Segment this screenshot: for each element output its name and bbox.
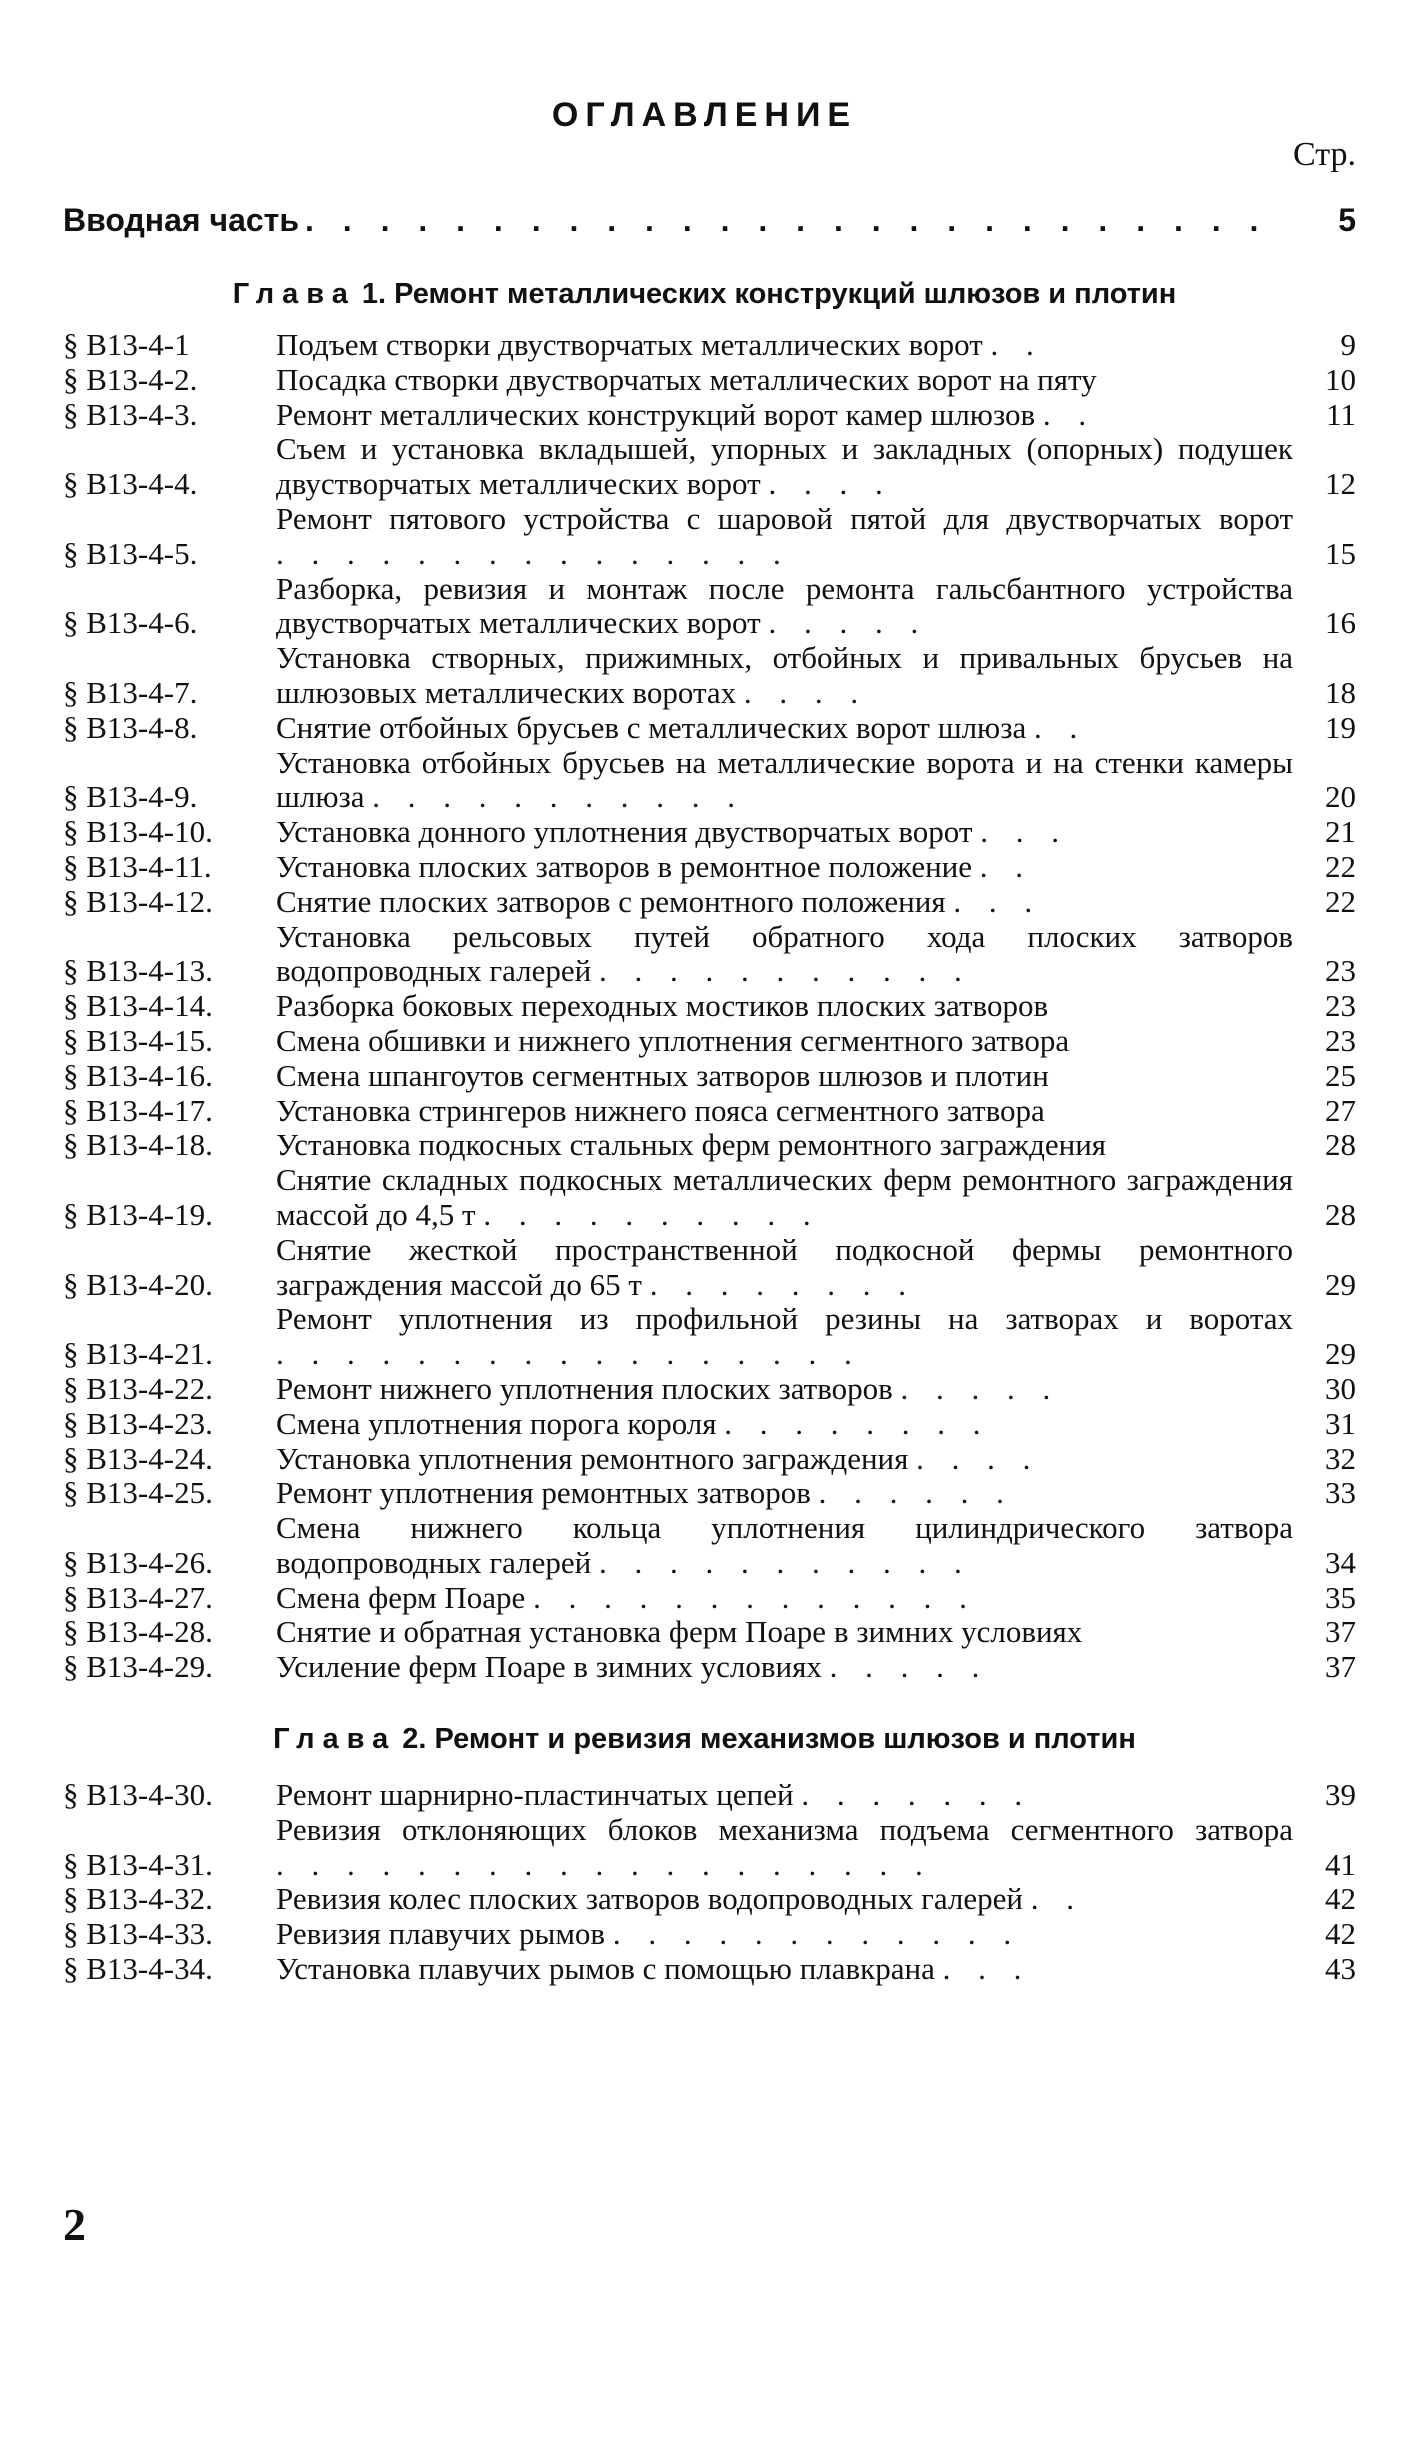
toc-entry-page: 11: [1326, 396, 1356, 432]
toc-entry-title: [276, 502, 1301, 572]
toc-entry-code: § В13-4-10.: [63, 814, 213, 850]
toc-entry: [63, 1407, 1356, 1442]
toc-entry-page: 16: [1325, 605, 1356, 641]
toc-entry-title: [276, 1917, 1301, 1952]
toc-entry: [63, 328, 1356, 363]
toc-entry-page: 43: [1325, 1950, 1356, 1986]
toc-entry-page: 30: [1325, 1370, 1356, 1406]
toc-entry-code: § В13-4-8.: [63, 709, 198, 745]
toc-entry-leader: . . . . . .: [818, 1475, 1014, 1511]
toc-entry-page: 9: [1340, 327, 1356, 362]
toc-entry-code: § В13-4-22.: [63, 1370, 213, 1406]
toc-entry-leader: . . . . . . . . . . . . . . . . . . .: [276, 1846, 933, 1882]
toc-entry-title: [276, 746, 1301, 816]
toc-entry: [63, 1511, 1356, 1581]
toc-entry-text: Установка подкосных стальных ферм ремонтного заграждения: [276, 1127, 1107, 1163]
toc-entry-leader: . . .: [953, 883, 1043, 919]
toc-entry-text: Ревизия отклоняющих блоков механизма подъема сегментного затвора: [276, 1811, 1293, 1847]
toc-entry: [63, 1302, 1356, 1372]
toc-entry-title: [276, 885, 1301, 920]
chapter-1-title: 1. Ремонт металлических конструкций шлюзов и плотин: [361, 278, 1177, 310]
toc-entry-page: 33: [1325, 1475, 1356, 1511]
toc-entry: [63, 1581, 1356, 1616]
toc-entry-code: § В13-4-19.: [63, 1196, 213, 1232]
toc-entry-page: 41: [1325, 1846, 1356, 1882]
toc-entry-code: § В13-4-24.: [63, 1440, 213, 1476]
toc-entry-code: § В13-4-20.: [63, 1266, 213, 1302]
toc-entry-text: Снятие жесткой пространственной подкосной фермы ремонтного заграждения массой до 65 т: [276, 1231, 1293, 1302]
toc-entry-leader: . . . . .: [829, 1649, 990, 1685]
toc-entry-page: 25: [1325, 1057, 1356, 1093]
toc-entry-page: 29: [1325, 1266, 1356, 1302]
toc-entry: [63, 1882, 1356, 1917]
toc-entry-text: Ремонт металлических конструкций ворот камер шлюзов: [276, 396, 1036, 432]
toc-entry-code: § В13-4-32.: [63, 1881, 213, 1917]
toc-entry: [63, 920, 1356, 990]
toc-entry-leader: . . . . . . . . . .: [483, 1196, 821, 1232]
toc-entry-page: 10: [1325, 361, 1356, 397]
toc-entry: [63, 885, 1356, 920]
chapter-1-entries: [63, 328, 1356, 1685]
toc-entry-text: Установка донного уплотнения двустворчатых ворот: [276, 814, 973, 850]
toc-entry-leader: . . .: [942, 1950, 1032, 1986]
toc-entry-text: Установка плавучих рымов с помощью плавкрана: [276, 1950, 935, 1986]
toc-entry-title: [276, 1302, 1301, 1372]
toc-entry-leader: . .: [1030, 1881, 1084, 1917]
toc-entry-code: § В13-4-23.: [63, 1405, 213, 1441]
toc-entry-leader: . . . . . . . . . . .: [598, 1544, 972, 1580]
toc-entry-leader: . .: [1042, 396, 1097, 432]
toc-entry-leader: . .: [979, 848, 1034, 884]
toc-entry-title: [276, 1128, 1301, 1163]
toc-entry-code: § В13-4-15.: [63, 1022, 213, 1058]
toc-entry: [63, 850, 1356, 885]
toc-entry-title: [276, 1882, 1301, 1917]
chapter-2-entries: [63, 1778, 1356, 1987]
toc-entry: [63, 989, 1356, 1024]
toc-entry-title: [276, 920, 1301, 990]
intro-label: Вводная часть: [63, 202, 299, 238]
toc-entry-text: Ремонт уплотнения ремонтных затворов: [276, 1475, 811, 1511]
toc-entry: [63, 746, 1356, 816]
page-title: ОГЛАВЛЕНИЕ: [551, 96, 858, 134]
toc-entry: [63, 1615, 1356, 1650]
toc-entry-leader: . . . . .: [768, 605, 929, 641]
toc-entry-leader: . . . . . . . . . . . . .: [533, 1579, 977, 1615]
toc-entry-text: Установка рельсовых путей обратного хода плоских затворов водопроводных галерей: [276, 918, 1293, 989]
toc-entry-code: § В13-4-12.: [63, 883, 213, 919]
toc-entry-page: 20: [1325, 779, 1356, 815]
toc-entry-leader: . .: [1033, 709, 1088, 745]
toc-entry-leader: . . . .: [916, 1440, 1041, 1476]
toc-entry-title: [276, 1094, 1301, 1129]
chapter-1-word: Глава: [232, 278, 356, 310]
toc-entry: [63, 1059, 1356, 1094]
toc-entry-code: § В13-4-2.: [63, 361, 198, 397]
toc-entry-title: [276, 1476, 1301, 1511]
toc-entry-text: Установка уплотнения ремонтного заграждения: [276, 1440, 909, 1476]
toc-entry-text: Ремонт нижнего уплотнения плоских затворов: [276, 1370, 893, 1406]
toc-entry-title: [276, 432, 1301, 502]
toc-entry-code: § В13-4-7.: [63, 674, 198, 710]
toc-entry-title: [276, 1442, 1301, 1477]
toc-entry-code: § В13-4-31.: [63, 1846, 213, 1882]
toc-entry-code: § В13-4-4.: [63, 466, 198, 502]
toc-entry-text: Посадка створки двустворчатых металлических ворот на пяту: [276, 361, 1097, 397]
toc-entry-page: 35: [1325, 1579, 1356, 1615]
toc-entry-title: [276, 1372, 1301, 1407]
toc-entry-title: [276, 1024, 1301, 1059]
toc-entry-leader: . . . . . . . . . . . . . . .: [276, 535, 791, 571]
toc-entry-code: § В13-4-21.: [63, 1336, 213, 1372]
toc-entry-text: Установка отбойных брусьев на металлические ворота и на стенки камеры шлюза: [276, 744, 1293, 815]
toc-entry-text: Установка стрингеров нижнего пояса сегментного затвора: [276, 1092, 1045, 1128]
toc-entry-code: § В13-4-26.: [63, 1544, 213, 1580]
toc-entry-code: § В13-4-18.: [63, 1127, 213, 1163]
toc-entry-page: 27: [1325, 1092, 1356, 1128]
toc-entry-page: 22: [1325, 883, 1356, 919]
toc-entry-leader: . .: [990, 327, 1044, 362]
toc-entry-code: § В13-4-27.: [63, 1579, 213, 1615]
toc-entry-leader: . . . . . . . .: [649, 1266, 916, 1302]
toc-entry-page: 39: [1325, 1777, 1356, 1812]
toc-entry-leader: . . . . .: [900, 1370, 1061, 1406]
toc-entry: [63, 572, 1356, 642]
toc-entry-page: 23: [1325, 953, 1356, 989]
toc-entry-text: Снятие и обратная установка ферм Поаре в зимних условиях: [276, 1614, 1083, 1650]
chapter-1-heading: [0, 278, 1409, 311]
toc-entry-code: § В13-4-14.: [63, 988, 213, 1024]
toc-entry-text: Снятие складных подкосных металлических ферм ремонтного заграждения массой до 4,5 т: [276, 1162, 1293, 1232]
toc-entry-page: 29: [1325, 1336, 1356, 1372]
toc-entry-title: [276, 398, 1301, 433]
toc-entry-text: Установка створных, прижимных, отбойных и привальных брусьев на шлюзовых металлических воротах: [276, 640, 1293, 710]
intro-page: 5: [1338, 202, 1356, 238]
toc-entry-text: Снятие плоских затворов с ремонтного положения: [276, 883, 946, 919]
toc-entry-title: [276, 1233, 1301, 1303]
toc-entry-title: [276, 1650, 1301, 1685]
toc-entry-code: § В13-4-9.: [63, 779, 198, 815]
toc-entry: [63, 711, 1356, 746]
toc-entry-title: [276, 1581, 1301, 1616]
chapter-2-word: Глава: [273, 1723, 397, 1755]
toc-entry-leader: . . . . . . .: [801, 1777, 1033, 1812]
toc-entry-code: § В13-4-28.: [63, 1614, 213, 1650]
toc-entry-code: § В13-4-33.: [63, 1916, 213, 1952]
toc-entry-page: 37: [1325, 1614, 1356, 1650]
toc-entry: [63, 1128, 1356, 1163]
toc-entry: [63, 1094, 1356, 1129]
toc-entry-leader: . . . . . . . . . . . .: [612, 1916, 1022, 1952]
toc-entry-title: [276, 1511, 1301, 1581]
toc-entry-leader: . . . . . . . .: [724, 1405, 991, 1441]
toc-entry-text: Разборка, ревизия и монтаж после ремонта гальсбантного устройства двустворчатых металлических ворот: [276, 570, 1293, 641]
toc-entry-code: § В13-4-34.: [63, 1950, 213, 1986]
toc-entry-page: 42: [1325, 1881, 1356, 1917]
toc-entry-title: [276, 1952, 1301, 1987]
toc-entry-leader: . . . .: [768, 466, 893, 502]
toc-entry-code: § В13-4-5.: [63, 535, 198, 571]
toc-entry-code: § В13-4-30.: [63, 1777, 213, 1812]
toc-entry: [63, 502, 1356, 572]
toc-entry-title: [276, 1407, 1301, 1442]
toc-entry-title: [276, 815, 1301, 850]
toc-entry: [63, 1163, 1356, 1233]
toc-entry: [63, 363, 1356, 398]
toc-entry-text: Снятие отбойных брусьев с металлических ворот шлюза: [276, 709, 1027, 745]
toc-entry-title: [276, 1813, 1301, 1883]
toc-entry-leader: . . . . . . . . . . . . . . . . .: [276, 1336, 862, 1372]
toc-entry-text: Смена обшивки и нижнего уплотнения сегментного затвора: [276, 1022, 1070, 1058]
toc-entry-code: § В13-4-16.: [63, 1057, 213, 1093]
toc-entry-leader: . . .: [980, 814, 1069, 850]
toc-entry-code: § В13-4-3.: [63, 396, 198, 432]
toc-entry-code: § В13-4-6.: [63, 605, 198, 641]
toc-entry-leader: . . . .: [743, 674, 869, 710]
toc-entry-page: 15: [1325, 535, 1356, 571]
page-column-label: Стр.: [1292, 136, 1356, 173]
toc-entry-text: Смена нижнего кольца уплотнения цилиндрического затвора водопроводных галерей: [276, 1510, 1293, 1580]
toc-entry-leader: . . . . . . . . . . .: [372, 779, 746, 815]
toc-entry: [63, 641, 1356, 711]
toc-entry-text: Ремонт шарнирно-пластинчатых цепей: [276, 1777, 794, 1812]
toc-entry-page: 23: [1325, 1022, 1356, 1058]
toc-entry-code: § В13-4-13.: [63, 953, 213, 989]
toc-entry-page: 19: [1325, 709, 1356, 745]
toc-entry: [63, 1476, 1356, 1511]
toc-entry-page: 18: [1325, 674, 1356, 710]
toc-entry: [63, 1952, 1356, 1987]
toc-entry-code: § В13-4-25.: [63, 1475, 213, 1511]
toc-entry-code: § В13-4-1: [63, 327, 190, 362]
toc-entry: [63, 1024, 1356, 1059]
toc-entry-text: Смена ферм Поаре: [276, 1579, 526, 1615]
toc-entry-page: 31: [1325, 1405, 1356, 1441]
toc-entry-page: 22: [1325, 848, 1356, 884]
toc-entry-text: Ревизия плавучих рымов: [276, 1916, 606, 1952]
toc-entry-title: [276, 1778, 1301, 1813]
toc-entry: [63, 1778, 1356, 1813]
toc-entry-page: 42: [1325, 1916, 1356, 1952]
toc-entry: [63, 815, 1356, 850]
toc-entry-title: [276, 989, 1301, 1024]
toc-entry: [63, 1372, 1356, 1407]
toc-entry: [63, 432, 1356, 502]
toc-entry-text: Усиление ферм Поаре в зимних условиях: [276, 1649, 822, 1685]
toc-entry-page: 21: [1325, 814, 1356, 850]
intro-entry: [63, 200, 1356, 240]
toc-entry-page: 28: [1325, 1127, 1356, 1163]
toc-entry-text: Смена уплотнения порога короля: [276, 1405, 717, 1441]
chapter-2-title: 2. Ремонт и ревизия механизмов шлюзов и плотин: [402, 1723, 1136, 1755]
toc-entry-page: 28: [1325, 1196, 1356, 1232]
chapter-2-heading: [0, 1723, 1409, 1756]
toc-entry-text: Съем и установка вкладышей, упорных и закладных (опорных) подушек двустворчатых металлических ворот: [276, 431, 1293, 502]
toc-entry: [63, 1233, 1356, 1303]
toc-entry: [63, 1650, 1356, 1685]
toc-entry: [63, 398, 1356, 433]
toc-entry-title: [276, 850, 1301, 885]
toc-entry-page: 32: [1325, 1440, 1356, 1476]
toc-entry-leader: . . . . . . . . . . .: [598, 953, 972, 989]
toc-entry-title: [276, 1059, 1301, 1094]
toc-entry-page: 23: [1325, 988, 1356, 1024]
toc-entry-code: § В13-4-11.: [63, 848, 212, 884]
toc-entry-code: § В13-4-17.: [63, 1092, 213, 1128]
intro-leader: . . . . . . . . . . . . . . . . . . . . . . . . . .: [305, 202, 1269, 238]
toc-entry-page: 34: [1325, 1544, 1356, 1580]
toc-entry: [63, 1813, 1356, 1883]
toc-entry: [63, 1442, 1356, 1477]
toc-entry-title: [276, 1615, 1301, 1650]
toc-entry: [63, 1917, 1356, 1952]
toc-entry-title: [276, 1163, 1301, 1233]
page-number: 2: [63, 2199, 86, 2250]
toc-entry-page: 37: [1325, 1649, 1356, 1685]
toc-entry-text: Подъем створки двустворчатых металлических ворот: [276, 327, 983, 362]
toc-entry-text: Смена шпангоутов сегментных затворов шлюзов и плотин: [276, 1057, 1049, 1093]
toc-entry-text: Установка плоских затворов в ремонтное положение: [276, 848, 973, 884]
toc-entry-title: [276, 328, 1301, 363]
toc-entry-text: Ревизия колес плоских затворов водопроводных галерей: [276, 1881, 1023, 1917]
toc-entry-text: Ремонт уплотнения из профильной резины на затворах и воротах: [276, 1301, 1293, 1337]
toc-entry-title: [276, 711, 1301, 746]
toc-entry-text: Ремонт пятового устройства с шаровой пятой для двустворчатых ворот: [276, 500, 1293, 536]
toc-entry-page: 12: [1325, 466, 1356, 502]
toc-entry-title: [276, 363, 1301, 398]
toc-entry-text: Разборка боковых переходных мостиков плоских затворов: [276, 988, 1049, 1024]
toc-entry-title: [276, 572, 1301, 642]
toc-entry-title: [276, 641, 1301, 711]
toc-entry-code: § В13-4-29.: [63, 1649, 213, 1685]
